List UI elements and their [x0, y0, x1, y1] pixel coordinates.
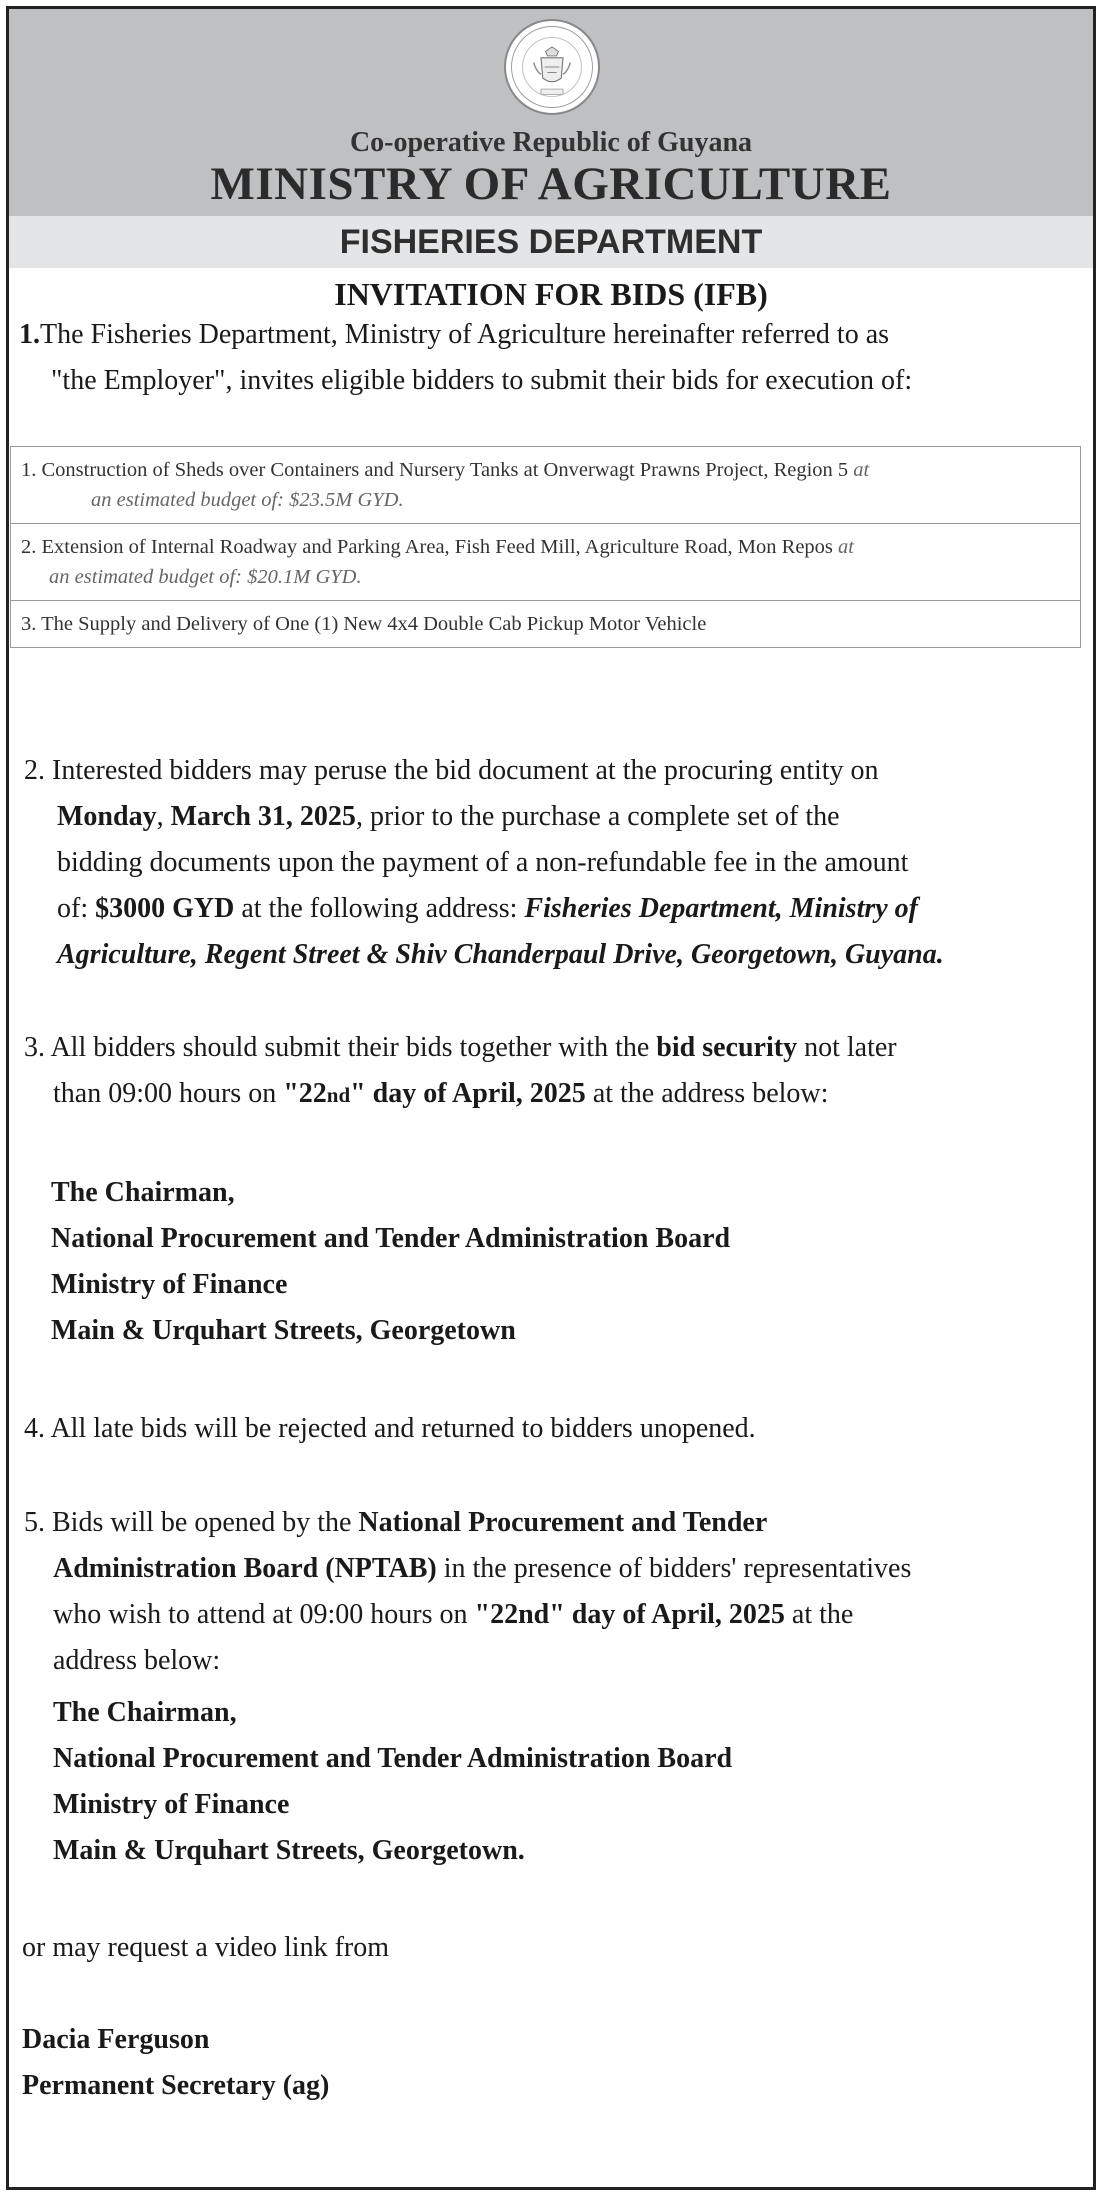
p5-text-b: in the presence of bidders' representatives: [436, 1553, 912, 1584]
bid-item-text: 2. Extension of Internal Roadway and Parking Area, Fish Feed Mill, Agriculture Road, Mon Repos: [21, 536, 833, 558]
paragraph-3-line-1: [24, 1032, 897, 1063]
bid-item-budget-prefix: at: [853, 459, 870, 481]
address-street: Agriculture, Regent Street & Shiv Chanderpaul Drive, Georgetown, Guyana.: [57, 939, 944, 970]
bid-item: [11, 447, 1080, 524]
address-line: Main & Urquhart Streets, Georgetown: [51, 1315, 516, 1346]
address-block-2: [53, 1690, 732, 1874]
paragraph-2-line-1: 2. Interested bidders may peruse the bid document at the procuring entity on: [24, 755, 879, 786]
header: [9, 9, 1093, 216]
seal-icon: [506, 21, 598, 113]
bid-item-budget-prefix: at: [838, 536, 854, 558]
p3-text-a: 3. All bidders should submit their bids together with the: [24, 1032, 657, 1063]
ministry-name: MINISTRY OF AGRICULTURE: [210, 158, 892, 210]
paragraph-2-line-4: [24, 886, 1084, 932]
address-line: Main & Urquhart Streets, Georgetown.: [53, 1835, 525, 1866]
paragraph-number: 1.: [19, 319, 40, 350]
p5-text-a: 5. Bids will be opened by the: [24, 1507, 359, 1538]
video-link-note: or may request a video link from: [22, 1932, 390, 1963]
paragraph-1: [19, 312, 1079, 404]
date-weekday: Monday: [57, 801, 157, 832]
bid-security: bid security: [656, 1032, 798, 1063]
deadline-day: "22: [283, 1078, 327, 1109]
paragraph-3: [24, 1025, 1084, 1118]
republic-name: Co-operative Republic of Guyana: [349, 127, 753, 158]
p3-time: than 09:00 hours on: [53, 1078, 284, 1109]
paragraph-2-line-2: [24, 794, 1084, 840]
paragraph-4: 4. All late bids will be rejected and returned to bidders unopened.: [24, 1413, 756, 1444]
signatory-block: [22, 2017, 329, 2109]
bid-items-table: [10, 446, 1081, 648]
p5-text-d: at the: [784, 1599, 854, 1630]
paragraph-5-line-1: [24, 1507, 767, 1538]
address-line: The Chairman,: [51, 1177, 235, 1208]
paragraph-2-line-2-rest: , prior to the purchase a complete set of the: [355, 801, 840, 832]
fee-suffix: at the following address:: [234, 893, 525, 924]
opening-date: "22nd" day of April, 2025: [474, 1599, 785, 1630]
comma: ,: [156, 801, 164, 832]
p5-text-c: who wish to attend at 09:00 hours on: [53, 1599, 475, 1630]
bid-item: [11, 601, 1080, 647]
signatory-title: Permanent Secretary (ag): [22, 2070, 330, 2101]
paragraph-5-line-3: [24, 1592, 1084, 1638]
deadline-month-year: " day of April, 2025: [350, 1078, 586, 1109]
paragraph-5-line-2: [24, 1546, 1084, 1592]
paragraph-2-line-3: bidding documents upon the payment of a non-refundable fee in the amount: [57, 847, 909, 878]
nptab-name-b: Administration Board (NPTAB): [53, 1553, 437, 1584]
nptab-name-a: National Procurement and Tender: [358, 1507, 768, 1538]
address-line: National Procurement and Tender Administration Board: [51, 1223, 731, 1254]
address-line: National Procurement and Tender Administration Board: [53, 1743, 733, 1774]
bid-item-budget: an estimated budget of: $20.1M GYD.: [49, 566, 362, 588]
fee-prefix: of:: [57, 893, 96, 924]
page-title: INVITATION FOR BIDS (IFB): [334, 276, 768, 312]
paragraph-3-line-2: [24, 1071, 1084, 1118]
department-banner: FISHERIES DEPARTMENT: [9, 216, 1093, 268]
bid-item-text: 3. The Supply and Delivery of One (1) New 4x4 Double Cab Pickup Motor Vehicle: [21, 613, 707, 635]
date-value: March 31, 2025: [170, 801, 356, 832]
fee-amount: $3000 GYD: [95, 893, 235, 924]
guyana-coat-of-arms-seal: [504, 19, 600, 115]
address-ministry: Ministry of: [789, 893, 918, 924]
address-line: The Chairman,: [53, 1697, 237, 1728]
deadline-ordinal: nd: [326, 1083, 351, 1107]
p3-text-c: at the address below:: [585, 1078, 829, 1109]
p3-text-b: not later: [797, 1032, 897, 1063]
bid-item: [11, 524, 1080, 601]
bid-item-budget: an estimated budget of: $23.5M GYD.: [91, 489, 404, 511]
paragraph-1-text-b: "the Employer", invites eligible bidders to submit their bids for execution of:: [51, 365, 913, 396]
address-department: Fisheries Department: [524, 893, 776, 924]
paragraph-2: [24, 748, 1084, 978]
address-block-1: [51, 1170, 730, 1354]
address-comma: ,: [775, 893, 790, 924]
paragraph-5-line-4: address below:: [53, 1645, 221, 1676]
deadline-date: [283, 1078, 586, 1109]
paragraph-1-text-a: The Fisheries Department, Ministry of Agriculture hereinafter referred to as: [40, 319, 890, 350]
address-line: Ministry of Finance: [51, 1269, 288, 1300]
address-line: Ministry of Finance: [53, 1789, 290, 1820]
bid-item-text: 1. Construction of Sheds over Containers and Nursery Tanks at Onverwagt Prawns Project, Region 5: [21, 459, 849, 481]
paragraph-5: [24, 1500, 1084, 1684]
signatory-name: Dacia Ferguson: [22, 2024, 210, 2055]
